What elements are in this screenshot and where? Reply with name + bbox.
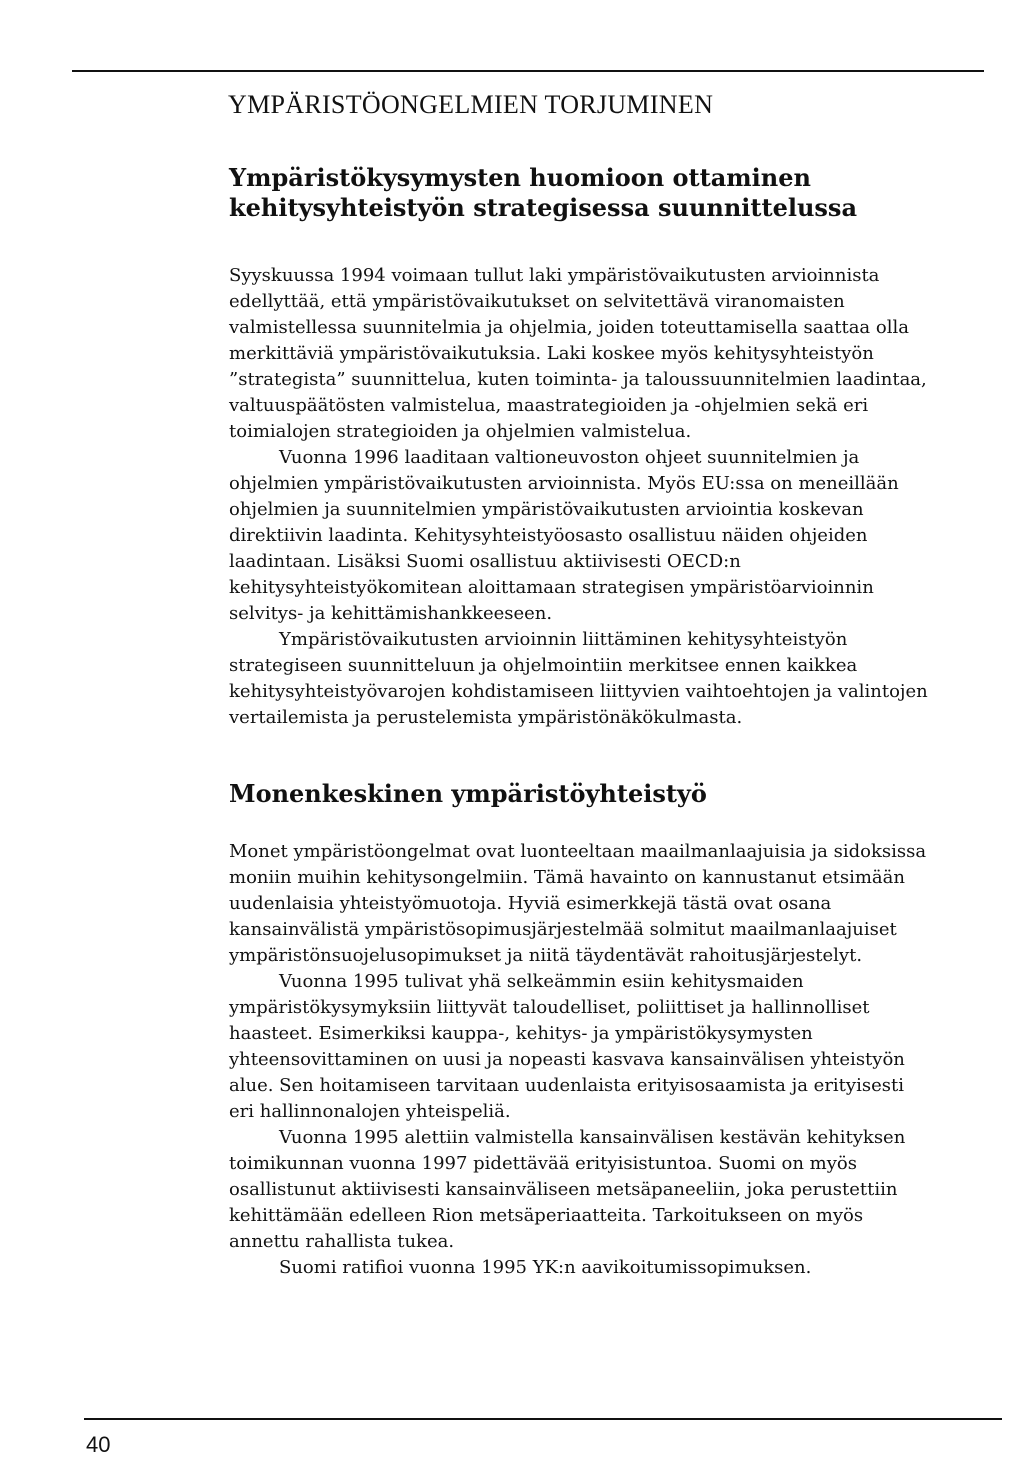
section1-heading-line1: Ympäristökysymysten huomioon ottaminen: [229, 163, 811, 192]
section1-heading: [229, 163, 929, 223]
section2-paragraph-2: Vuonna 1995 tulivat yhä selkeämmin esiin kehitysmaiden ympäristökysymyksiin liittyvät taloudelliset, poliittiset ja hallinnolliset haasteet. Esimerkiksi kauppa-, kehitys- ja ympäristökysymysten yhteensovittaminen on uusi ja nopeasti kasvava kansainvälisen yhteistyön alue. Sen hoitamiseen tarvitaan uudenlaista erityisosaamista ja erityisesti eri hallinnonalojen yhteispeliä.: [229, 971, 905, 1122]
bottom-rule: [84, 1418, 1002, 1420]
top-rule: [72, 70, 984, 72]
section2-heading: Monenkeskinen ympäristöyhteistyö: [229, 779, 707, 808]
section1-paragraph-2: Vuonna 1996 laaditaan valtioneuvoston ohjeet suunnitelmien ja ohjelmien ympäristövaikutusten arvioinnista. Myös EU:ssa on meneillään ohjelmien ja suunnitelmien ympäristövaikutusten arviointia koskevan direktiivin laadinta. Kehitysyhteistyöosasto osallistuu näiden ohjeiden laadintaan. Lisäksi Suomi osallistuu aktiivisesti OECD:n kehitysyhteistyökomitean aloittamaan strategisen ympäristöarvioinnin selvitys- ja kehittämishankkeeseen.: [229, 447, 899, 624]
section2-paragraph-3: Vuonna 1995 alettiin valmistella kansainvälisen kestävän kehityksen toimikunnan vuonna 1997 pidettävää erityisistuntoa. Suomi on myös osallistunut aktiivisesti kansainväliseen metsäpaneeliin, joka perustettiin kehittämään edelleen Rion metsäperiaatteita. Tarkoitukseen on myös annettu rahallista tukea.: [229, 1127, 906, 1252]
section1-paragraph-3: Ympäristövaikutusten arvioinnin liittäminen kehitysyhteistyön strategiseen suunnitteluun ja ohjelmointiin merkitsee ennen kaikkea kehitysyhteistyövarojen kohdistamiseen liittyvien vaihtoehtojen ja valintojen vertailemista ja perustelemista ympäristönäkökulmasta.: [229, 629, 928, 728]
section1-paragraph-1: Syyskuussa 1994 voimaan tullut laki ympäristövaikutusten arvioinnista edellyttää, että ympäristövaikutukset on selvitettävä viranomaisten valmistellessa suunnitelmia ja ohjelmia, joiden toteuttamisella saattaa olla merkittäviä ympäristövaikutuksia. Laki koskee myös kehitysyhteistyön ”strategista” suunnittelua, kuten toiminta- ja taloussuunnitelmien laadintaa, valtuuspäätösten valmistelua, maastrategioiden ja -ohjelmien sekä eri toimialojen strategioiden ja ohjelmien valmistelua.: [229, 265, 927, 442]
running-head: YMPÄRISTÖONGELMIEN TORJUMINEN: [228, 90, 714, 119]
section2-paragraph-4: Suomi ratifioi vuonna 1995 YK:n aavikoitumissopimuksen.: [279, 1257, 812, 1278]
page-content: [229, 163, 929, 1281]
section1-heading-line2: kehitysyhteistyön strategisessa suunnittelussa: [229, 193, 857, 222]
page-number: 40: [86, 1432, 111, 1457]
section2-paragraph-1: Monet ympäristöongelmat ovat luonteeltaan maailmanlaajuisia ja sidoksissa moniin muihin kehitysongelmiin. Tämä havainto on kannustanut etsimään uudenlaisia yhteistyömuotoja. Hyviä esimerkkejä tästä ovat osana kansainvälistä ympäristösopimusjärjestelmää solmitut maailmanlaajuiset ympäristönsuojelusopimukset ja niitä täydentävät rahoitusjärjestelyt.: [229, 841, 927, 966]
